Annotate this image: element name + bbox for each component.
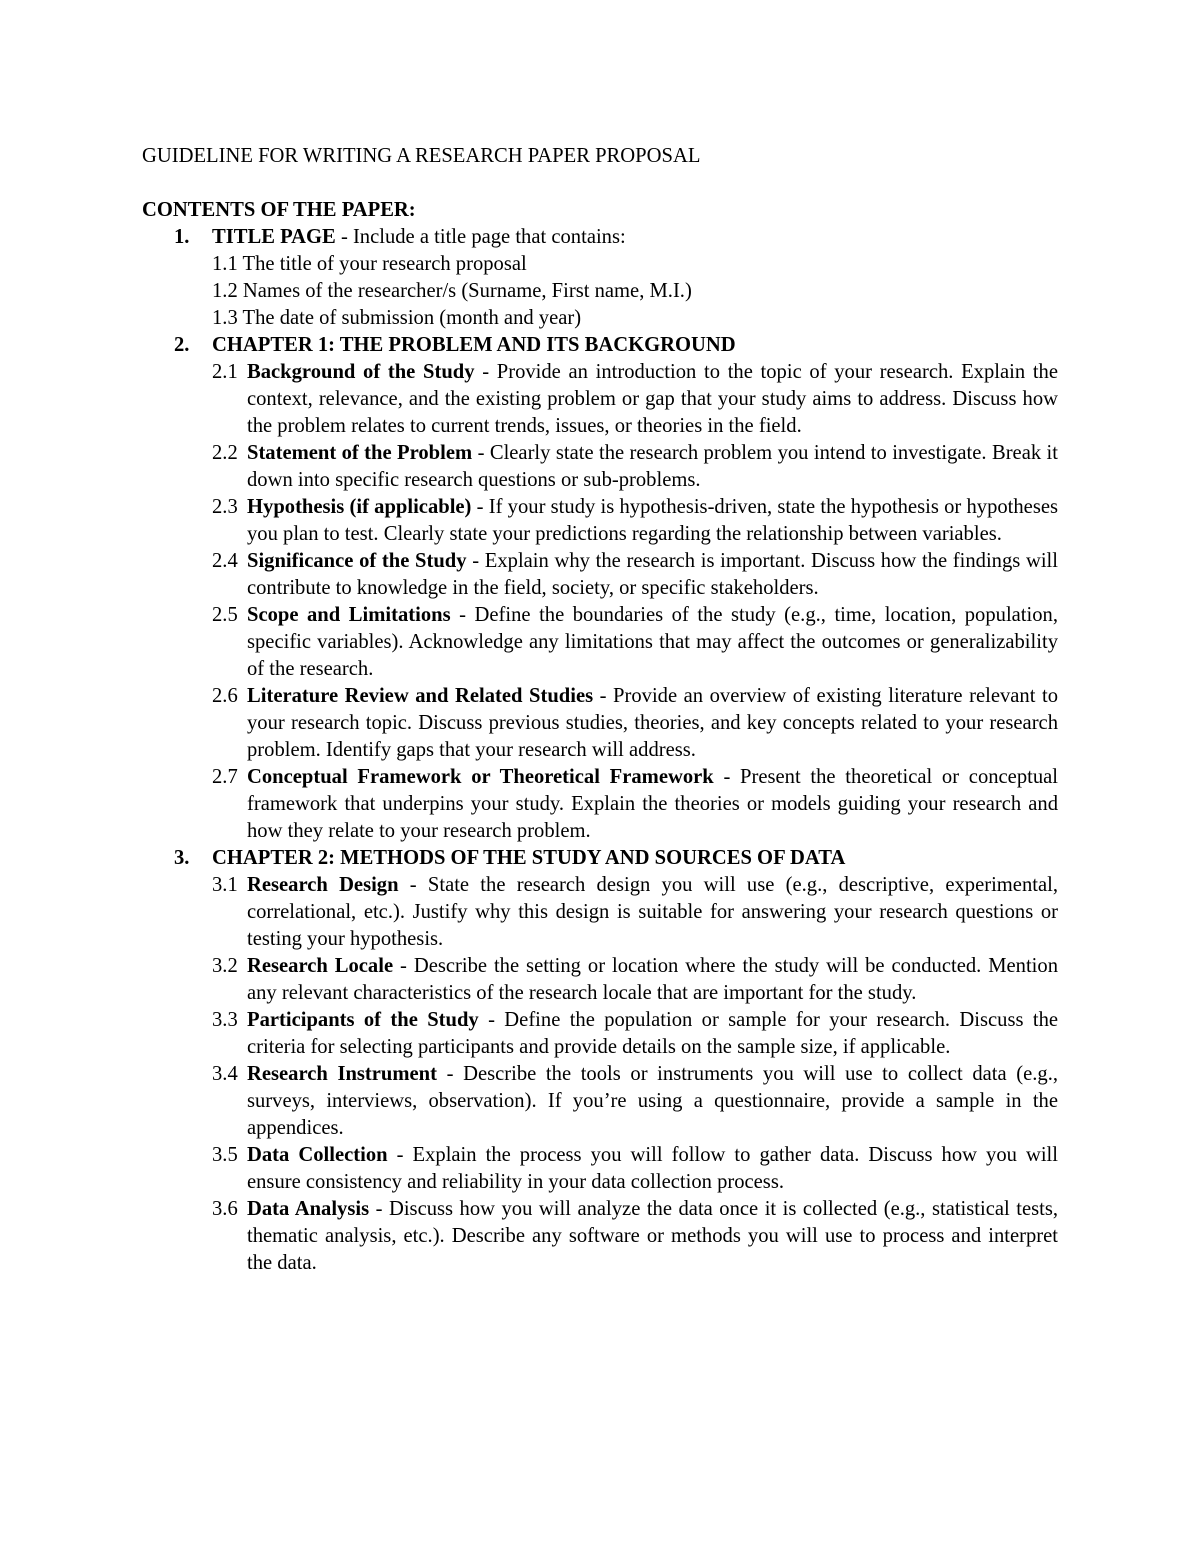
item-text: - Explain why the research is important. Discuss how the findings will contribute to knowledge in the field, society, or specific stakeholders. [247, 550, 1059, 599]
list-item [212, 494, 1058, 548]
list-item [212, 1007, 1058, 1061]
item-number: 2.1 [212, 361, 238, 383]
item-number: 2.3 [212, 496, 238, 518]
section-title-page [142, 224, 1058, 332]
item-text: - Discuss how you will analyze the data once it is collected (e.g., statistical tests, thematic analysis, etc.). Describe any software or methods you will use to process and interpret the data. [247, 1198, 1058, 1274]
item-number: 2.7 [212, 766, 238, 788]
item-text: - Describe the tools or instruments you will use to collect data (e.g., surveys, interviews, observation). If you’re using a questionnaire, provide a sample in the appendices. [247, 1063, 1058, 1139]
item-text: - Provide an introduction to the topic of your research. Explain the context, relevance, and the existing problem or gap that your study aims to address. Discuss how the problem relates to current trends, issues, or theories in the field. [247, 361, 1058, 437]
item-term: Research Design [247, 874, 399, 896]
item-term: Participants of the Study [247, 1009, 479, 1031]
item-text: The title of your research proposal [242, 253, 527, 275]
section-number: 2. [174, 334, 190, 356]
item-text: - Provide an overview of existing literature relevant to your research topic. Discuss previous studies, theories, and key concepts related to your research problem. Identify gaps that your research will address. [247, 685, 1058, 761]
item-term: Data Analysis [247, 1198, 370, 1220]
list-item [212, 548, 1058, 602]
item-number: 1.1 [212, 253, 238, 275]
section-heading [212, 845, 1058, 872]
list-item [212, 872, 1058, 953]
section-intro: - Include a title page that contains: [335, 226, 626, 248]
item-number: 3.3 [212, 1009, 238, 1031]
list-item [212, 1142, 1058, 1196]
item-text: - State the research design you will use (e.g., descriptive, experimental, correlational, etc.). Justify why this design is suitable for answering your research questions or testing your hypothesis. [247, 874, 1058, 950]
section-title: TITLE PAGE [212, 226, 336, 248]
item-number: 1.3 [212, 307, 238, 329]
item-term: Research Locale [247, 955, 394, 977]
sections-list [142, 224, 1058, 1277]
list-item [212, 764, 1058, 845]
list-item [212, 251, 1058, 278]
item-text: - Define the population or sample for your research. Discuss the criteria for selecting participants and provide details on the sample size, if applicable. [247, 1009, 1059, 1058]
list-item [212, 953, 1058, 1007]
item-number: 2.4 [212, 550, 238, 572]
document-title: GUIDELINE FOR WRITING A RESEARCH PAPER PROPOSAL [142, 145, 701, 167]
item-text: - If your study is hypothesis-driven, state the hypothesis or hypotheses you plan to test. Clearly state your predictions regarding the relationship between variables. [247, 496, 1058, 545]
item-text: - Present the theoretical or conceptual framework that underpins your study. Explain the theories or models guiding your research and how they relate to your research problem. [247, 766, 1059, 842]
list-item [212, 1196, 1058, 1277]
list-item [212, 359, 1058, 440]
item-text: - Clearly state the research problem you intend to investigate. Break it down into specific research questions or sub-problems. [247, 442, 1058, 491]
document-page [142, 143, 1058, 1277]
item-text: - Explain the process you will follow to gather data. Discuss how you will ensure consistency and reliability in your data collection process. [247, 1144, 1058, 1193]
item-list [212, 359, 1058, 845]
list-item [212, 278, 1058, 305]
list-item [212, 305, 1058, 332]
item-term: Statement of the Problem [247, 442, 473, 464]
item-list [212, 872, 1058, 1277]
item-number: 2.6 [212, 685, 238, 707]
item-term: Conceptual Framework or Theoretical Framework [247, 766, 714, 788]
section-chapter-1 [142, 332, 1058, 845]
item-number: 3.2 [212, 955, 238, 977]
item-number: 1.2 [212, 280, 238, 302]
list-item [212, 683, 1058, 764]
section-chapter-2 [142, 845, 1058, 1277]
item-text: - Describe the setting or location where the study will be conducted. Mention any relevant characteristics of the research locale that are important for the study. [247, 955, 1059, 1004]
item-term: Significance of the Study [247, 550, 467, 572]
section-heading [212, 332, 1058, 359]
item-number: 3.4 [212, 1063, 238, 1085]
item-number: 2.5 [212, 604, 238, 626]
item-number: 3.5 [212, 1144, 238, 1166]
section-heading [212, 224, 1058, 251]
item-term: Data Collection [247, 1144, 388, 1166]
contents-heading: CONTENTS OF THE PAPER: [142, 199, 416, 221]
list-item [212, 602, 1058, 683]
section-title: CHAPTER 2: METHODS OF THE STUDY AND SOURCES OF DATA [212, 847, 846, 869]
item-number: 3.1 [212, 874, 238, 896]
section-number: 1. [174, 226, 190, 248]
item-text: Names of the researcher/s (Surname, First name, M.I.) [242, 280, 692, 302]
item-term: Literature Review and Related Studies [247, 685, 594, 707]
item-term: Scope and Limitations [247, 604, 451, 626]
item-number: 2.2 [212, 442, 238, 464]
item-list [212, 251, 1058, 332]
list-item [212, 440, 1058, 494]
item-text: - Define the boundaries of the study (e.g., time, location, population, specific variables). Acknowledge any limitations that may affect the outcomes or generalizability of the research. [247, 604, 1058, 680]
item-term: Hypothesis (if applicable) [247, 496, 472, 518]
item-number: 3.6 [212, 1198, 238, 1220]
item-term: Background of the Study [247, 361, 475, 383]
section-number: 3. [174, 847, 190, 869]
item-text: The date of submission (month and year) [242, 307, 582, 329]
list-item [212, 1061, 1058, 1142]
section-title: CHAPTER 1: THE PROBLEM AND ITS BACKGROUND [212, 334, 736, 356]
item-term: Research Instrument [247, 1063, 437, 1085]
